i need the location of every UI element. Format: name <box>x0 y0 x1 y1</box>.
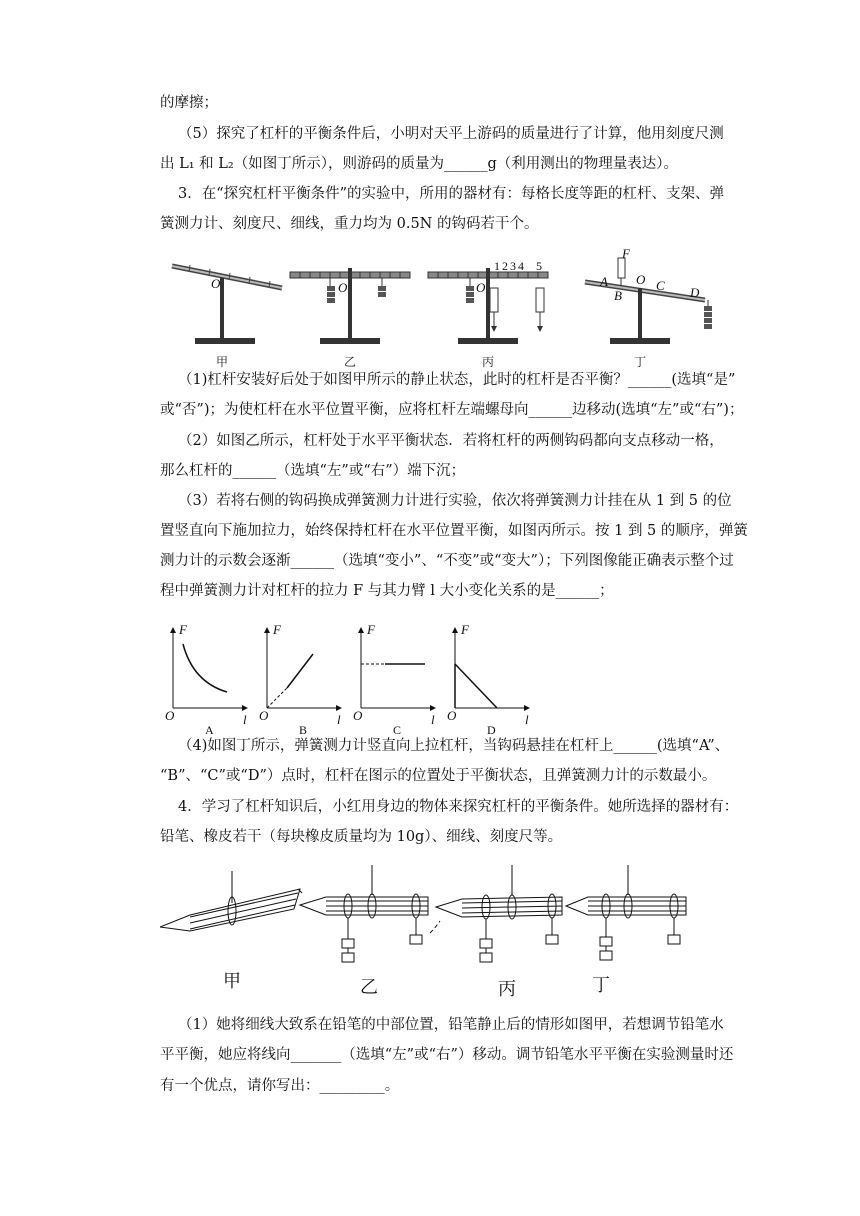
point-B: B <box>614 288 622 303</box>
option-C: C <box>393 723 402 737</box>
text-line: 出 L₁ 和 L₂（如图丁所示），则游码的质量为______g（利用测出的物理量表达）。 <box>160 156 678 172</box>
text-line: （1)杠杆安装好后处于如图甲所示的静止状态，此时的杠杆是否平衡？______(选填“是” <box>178 372 736 388</box>
pivot-label: O <box>476 280 486 295</box>
text-line: （5）探究了杠杆的平衡条件后，小明对天平上游码的质量进行了计算，他用刻度尺测 <box>178 126 724 142</box>
ruler-mark-5: 5 <box>536 259 542 273</box>
force-arm-graphs <box>163 620 543 738</box>
pivot-label: O <box>211 276 221 291</box>
graph-option-C <box>353 622 435 737</box>
text-line: 或“否”)；为使杠杆在水平位置平衡，应将杠杆左端螺母向______边移动(选填“左”或“右”)； <box>160 402 744 418</box>
pivot-label: O <box>338 280 348 295</box>
ruler-mark-1: 1 <box>494 259 500 273</box>
caption-bing: 丙 <box>498 979 516 1000</box>
svg-text:l: l <box>337 712 341 727</box>
graph-option-B <box>259 622 341 737</box>
pencil-figure-yi <box>300 865 428 998</box>
text-line: 程中弹簧测力计对杠杆的拉力 F 与其力臂 l 大小变化关系的是______； <box>160 583 614 599</box>
lever-figure-yi <box>290 268 410 369</box>
caption-jia: 甲 <box>223 971 241 992</box>
pencil-figure-jia <box>160 871 302 992</box>
axis-l: l <box>243 712 247 727</box>
text-line: 簧测力计、刻度尺、细线，重力均为 0.5N 的钩码若干个。 <box>160 216 539 232</box>
caption-ding: 丁 <box>634 355 647 369</box>
svg-text:l: l <box>431 712 435 727</box>
svg-text:l: l <box>525 712 529 727</box>
text-line: （2）如图乙所示，杠杆处于水平平衡状态．若将杠杆的两侧钩码都向支点移动一格， <box>178 433 724 449</box>
text-line: （1）她将细线大致系在铅笔的中部位置，铅笔静止后的情形如图甲，若想调节铅笔水 <box>178 1017 724 1033</box>
lever-figures <box>160 248 740 373</box>
text-line: 测力计的示数会逐渐______（选填“变小”、“不变”或“变大”）；下列图像能正确表示整个过 <box>160 553 734 569</box>
ruler-mark-4: 4 <box>518 259 524 273</box>
point-O: O <box>636 272 646 287</box>
text-line: 平平衡，她应将线向_______（选填“左”或“右”）移动。调节铅笔水平平衡在实验测量时还 <box>160 1047 734 1063</box>
svg-text:O: O <box>353 708 363 723</box>
graph-option-D <box>447 622 529 737</box>
text-line: 4．学习了杠杆知识后，小红用身边的物体来探究杠杆的平衡条件。她所选择的器材有： <box>178 799 739 815</box>
svg-text:F: F <box>273 622 281 637</box>
ruler-mark-3: 3 <box>510 259 516 273</box>
svg-text:O: O <box>259 708 269 723</box>
origin-O: O <box>165 708 175 723</box>
option-D: D <box>487 723 496 737</box>
caption-yi: 乙 <box>360 977 378 998</box>
caption-bing: 丙 <box>482 355 495 369</box>
option-B: B <box>299 723 308 737</box>
caption-yi: 乙 <box>344 355 357 369</box>
text-line: 3．在“探究杠杆平衡条件”的实验中，所用的器材有：每格长度等距的杠杆、支架、弹 <box>178 186 725 202</box>
pencil-figure-bing <box>430 865 562 1000</box>
text-line: （3）若将右侧的钩码换成弹簧测力计进行实验，依次将弹簧测力计挂在从 1 到 5 的位 <box>178 493 732 509</box>
svg-text:F: F <box>367 622 375 637</box>
text-line: 置竖直向下施加拉力，始终保持杠杆在水平位置平衡，如图丙所示。按 1 到 5 的顺序，弹簧 <box>160 523 748 539</box>
graph-option-A <box>165 622 247 737</box>
ruler-mark-2: 2 <box>502 259 508 273</box>
option-A: A <box>205 723 214 737</box>
point-C: C <box>656 278 665 293</box>
caption-jia: 甲 <box>216 355 229 369</box>
point-D: D <box>690 285 700 300</box>
lever-figure-bing <box>428 259 548 369</box>
lever-figure-ding <box>585 248 712 369</box>
text-line: 那么杠杆的______（选填“左”或“右”）端下沉； <box>160 463 466 479</box>
point-A: A <box>600 274 608 289</box>
svg-text:F: F <box>461 622 469 637</box>
text-line: （4)如图丁所示，弹簧测力计竖直向上拉杠杆，当钩码悬挂在杠杆上______(选填“A”、 <box>178 738 730 754</box>
text-line: 的摩擦； <box>160 95 218 111</box>
point-F: F <box>622 248 630 261</box>
caption-ding: 丁 <box>592 975 610 996</box>
svg-text:O: O <box>447 708 457 723</box>
pencil-figures <box>160 865 700 1005</box>
lever-figure-jia <box>172 265 282 369</box>
axis-F: F <box>179 622 187 637</box>
text-line: “B”、“C”或“D”）点时，杠杆在图示的位置处于平衡状态，且弹簧测力计的示数最小。 <box>160 768 717 784</box>
text-line: 有一个优点，请你写出：_________。 <box>160 1078 400 1094</box>
text-line: 铅笔、橡皮若干（每块橡皮质量均为 10g）、细线、刻度尺等。 <box>160 829 563 845</box>
pencil-figure-ding <box>566 865 686 996</box>
